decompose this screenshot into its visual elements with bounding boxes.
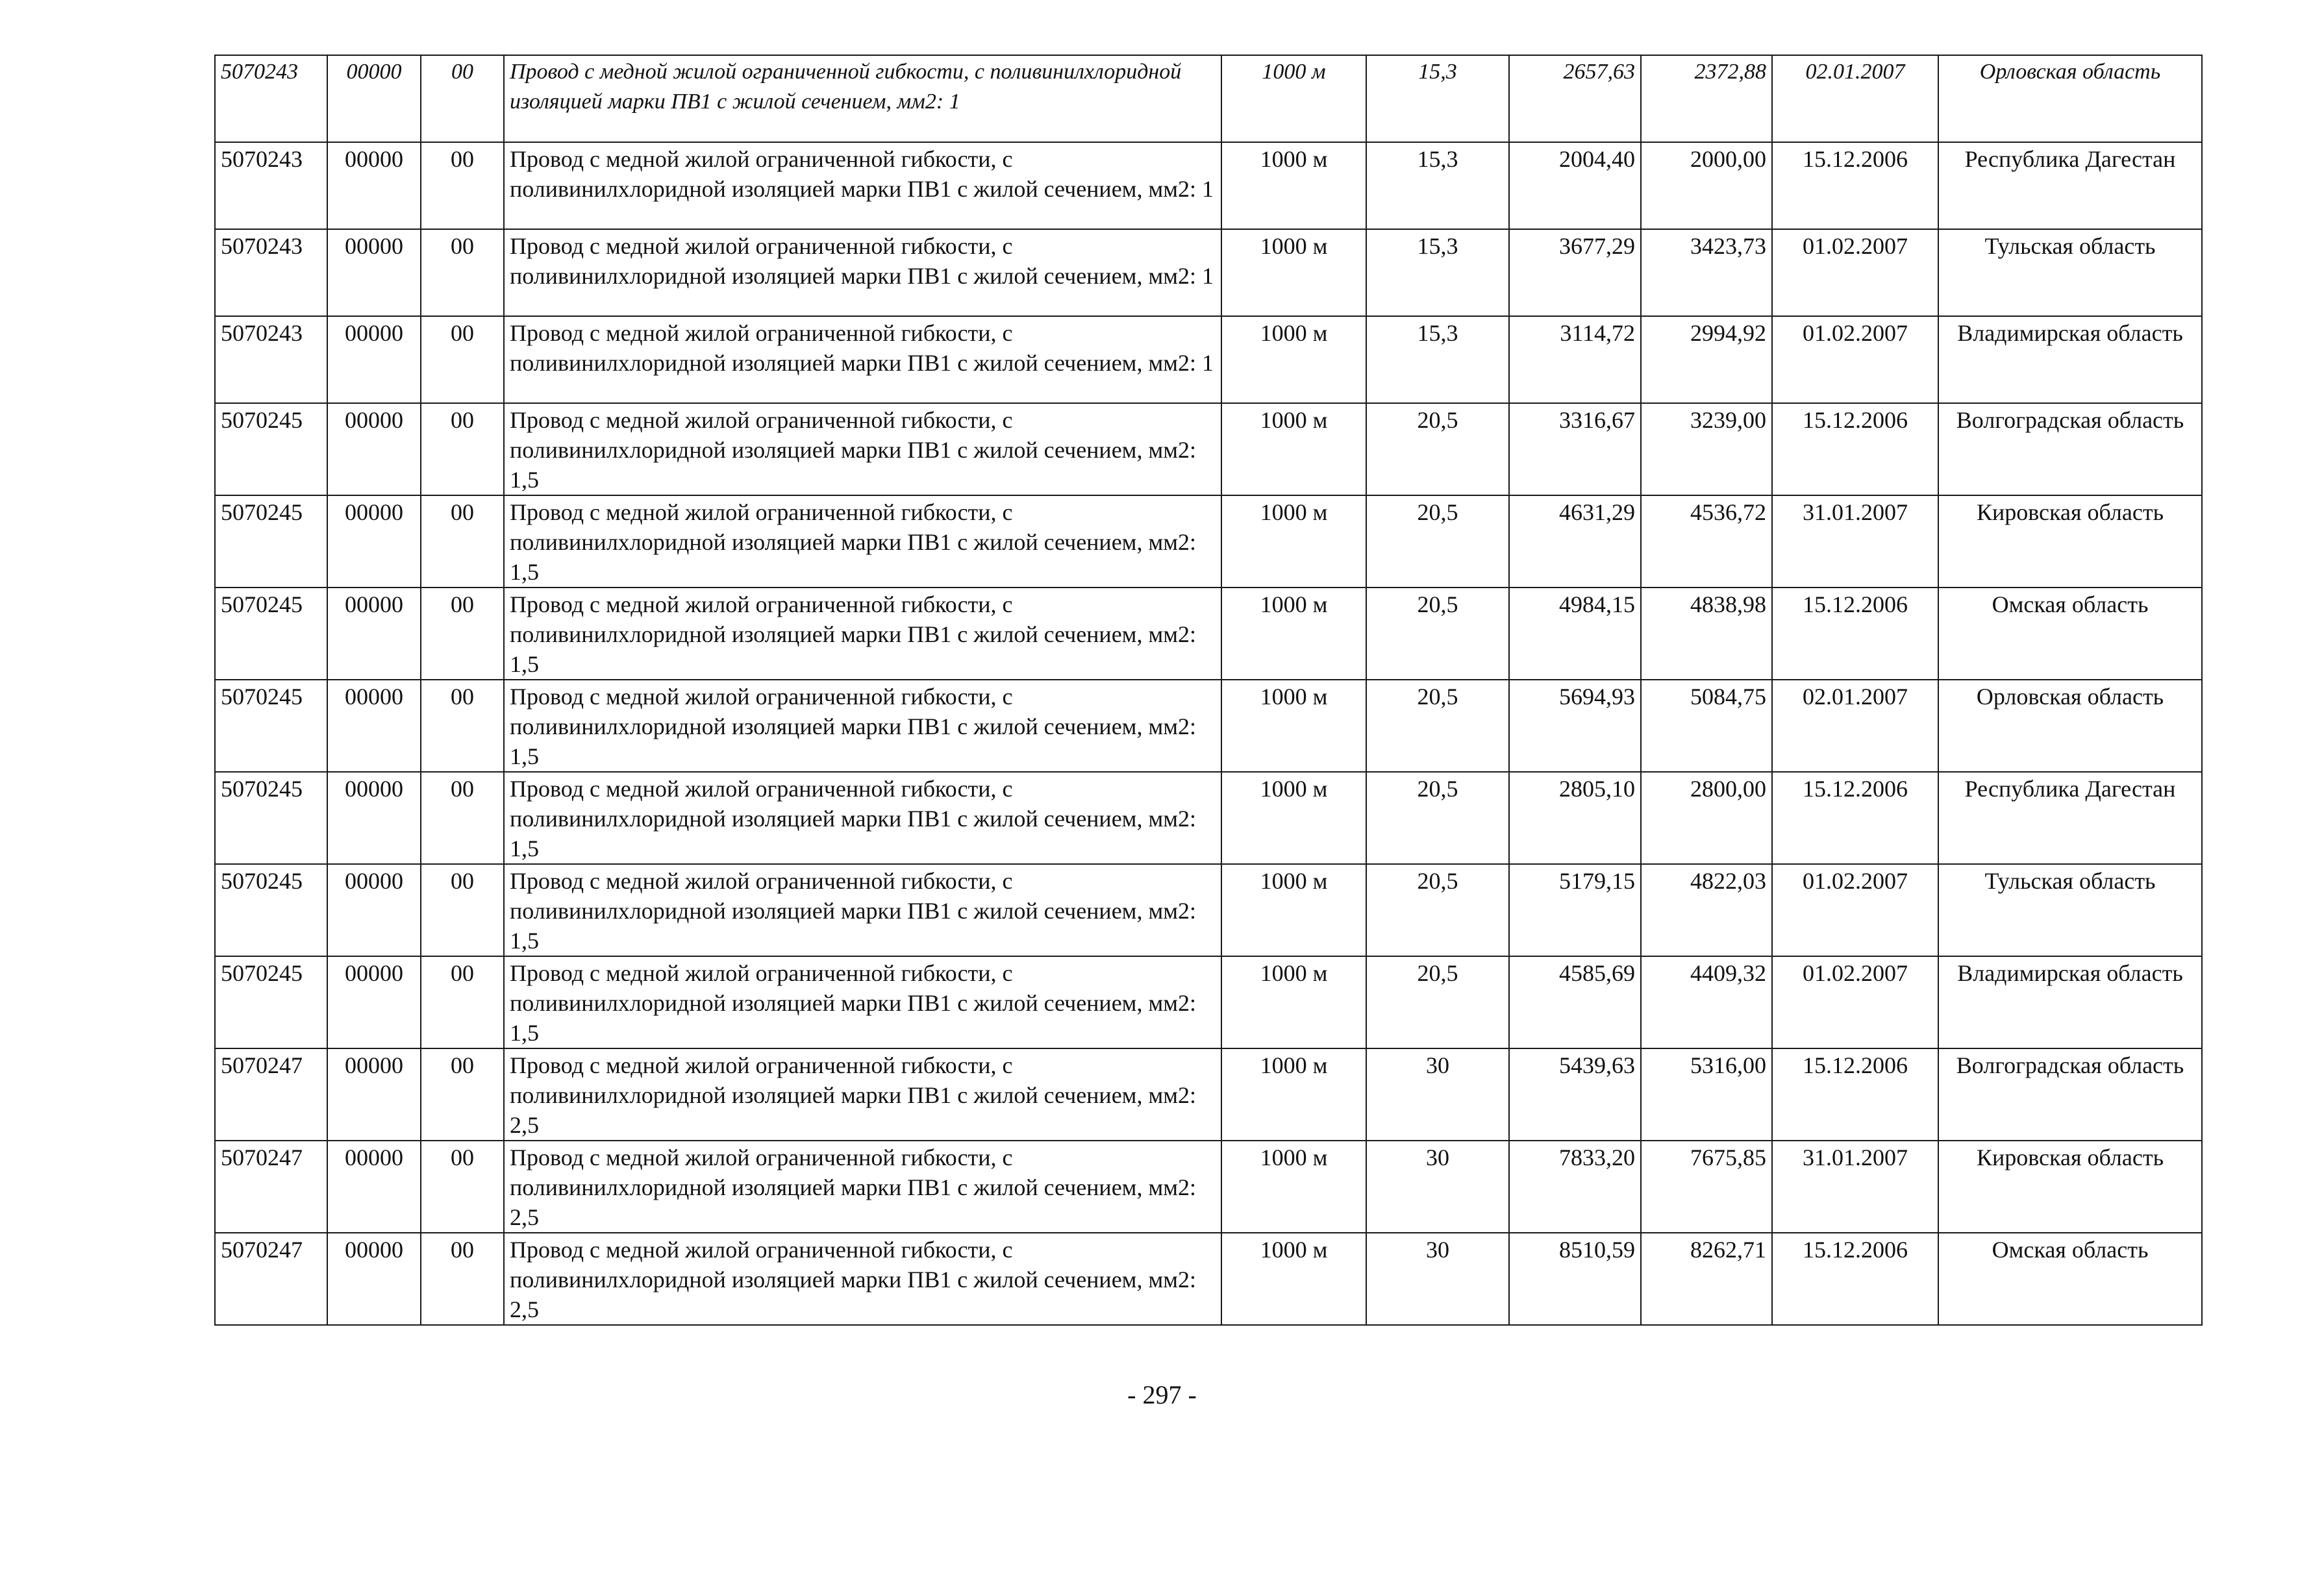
cell-quantity: 15,3 [1366, 316, 1509, 403]
cell-unit: 1000 м [1221, 403, 1366, 495]
cell-region: Тульская область [1938, 229, 2202, 316]
cell-code: 5070247 [215, 1141, 327, 1233]
cell-description: Провод с медной жилой ограниченной гибкости, с поливинилхлоридной изоляцией марки ПВ1 с жилой сечением, мм2: 1 [504, 229, 1221, 316]
cell-region: Республика Дагестан [1938, 142, 2202, 229]
cell-date: 31.01.2007 [1772, 1141, 1938, 1233]
cell-price-2: 2800,00 [1641, 772, 1772, 864]
cell-code: 5070245 [215, 680, 327, 772]
cell-suffix: 00 [421, 588, 504, 680]
cell-price-2: 2994,92 [1641, 316, 1772, 403]
cell-suffix: 00 [421, 1233, 504, 1325]
cell-region: Омская область [1938, 1233, 2202, 1325]
cell-region: Тульская область [1938, 864, 2202, 956]
cell-subcode: 00000 [327, 864, 421, 956]
cell-price-1: 3677,29 [1509, 229, 1641, 316]
cell-price-1: 3316,67 [1509, 403, 1641, 495]
cell-date: 01.02.2007 [1772, 864, 1938, 956]
cell-region: Омская область [1938, 588, 2202, 680]
cell-code: 5070245 [215, 772, 327, 864]
table-row [215, 680, 2202, 772]
cell-code: 5070245 [215, 403, 327, 495]
cell-subcode: 00000 [327, 403, 421, 495]
cell-date: 15.12.2006 [1772, 403, 1938, 495]
cell-unit: 1000 м [1221, 1048, 1366, 1141]
cell-code: 5070245 [215, 956, 327, 1048]
cell-subcode: 00000 [327, 229, 421, 316]
table-row [215, 403, 2202, 495]
cell-unit: 1000 м [1221, 1141, 1366, 1233]
cell-quantity: 20,5 [1366, 772, 1509, 864]
table-row [215, 495, 2202, 588]
table-row [215, 1048, 2202, 1141]
cell-code: 5070245 [215, 588, 327, 680]
cell-price-2: 2372,88 [1641, 55, 1772, 142]
cell-price-1: 8510,59 [1509, 1233, 1641, 1325]
cell-date: 31.01.2007 [1772, 495, 1938, 588]
cell-description: Провод с медной жилой ограниченной гибкости, с поливинилхлоридной изоляцией марки ПВ1 с жилой сечением, мм2: 1,5 [504, 772, 1221, 864]
cell-price-1: 4585,69 [1509, 956, 1641, 1048]
cell-subcode: 00000 [327, 1048, 421, 1141]
cell-subcode: 00000 [327, 495, 421, 588]
cell-region: Республика Дагестан [1938, 772, 2202, 864]
cell-price-2: 8262,71 [1641, 1233, 1772, 1325]
cell-price-2: 4838,98 [1641, 588, 1772, 680]
cell-unit: 1000 м [1221, 495, 1366, 588]
cell-unit: 1000 м [1221, 142, 1366, 229]
cell-description: Провод с медной жилой ограниченной гибкости, с поливинилхлоридной изоляцией марки ПВ1 с жилой сечением, мм2: 1,5 [504, 588, 1221, 680]
cell-code: 5070243 [215, 316, 327, 403]
cell-price-2: 4536,72 [1641, 495, 1772, 588]
cell-quantity: 20,5 [1366, 680, 1509, 772]
cell-suffix: 00 [421, 316, 504, 403]
cell-quantity: 20,5 [1366, 864, 1509, 956]
table-row [215, 1233, 2202, 1325]
cell-unit: 1000 м [1221, 772, 1366, 864]
cell-price-1: 2004,40 [1509, 142, 1641, 229]
cell-code: 5070245 [215, 864, 327, 956]
cell-date: 01.02.2007 [1772, 316, 1938, 403]
cell-code: 5070243 [215, 55, 327, 142]
cell-description: Провод с медной жилой ограниченной гибкости, с поливинилхлоридной изоляцией марки ПВ1 с жилой сечением, мм2: 1,5 [504, 403, 1221, 495]
cell-code: 5070243 [215, 142, 327, 229]
table-row [215, 229, 2202, 316]
cell-region: Владимирская область [1938, 956, 2202, 1048]
cell-suffix: 00 [421, 495, 504, 588]
cell-price-2: 4409,32 [1641, 956, 1772, 1048]
cell-region: Волгоградская область [1938, 403, 2202, 495]
cell-quantity: 20,5 [1366, 495, 1509, 588]
cell-region: Орловская область [1938, 680, 2202, 772]
cell-date: 02.01.2007 [1772, 55, 1938, 142]
cell-quantity: 30 [1366, 1048, 1509, 1141]
cell-price-1: 3114,72 [1509, 316, 1641, 403]
table-row [215, 142, 2202, 229]
cell-price-2: 4822,03 [1641, 864, 1772, 956]
cell-quantity: 15,3 [1366, 55, 1509, 142]
cell-description: Провод с медной жилой ограниченной гибкости, с поливинилхлоридной изоляцией марки ПВ1 с жилой сечением, мм2: 1 [504, 142, 1221, 229]
cell-price-1: 4631,29 [1509, 495, 1641, 588]
cell-unit: 1000 м [1221, 55, 1366, 142]
cell-region: Волгоградская область [1938, 1048, 2202, 1141]
table-body [215, 55, 2202, 1325]
cell-quantity: 30 [1366, 1141, 1509, 1233]
cell-price-1: 2805,10 [1509, 772, 1641, 864]
cell-suffix: 00 [421, 956, 504, 1048]
cell-description: Провод с медной жилой ограниченной гибкости, с поливинилхлоридной изоляцией марки ПВ1 с жилой сечением, мм2: 1 [504, 316, 1221, 403]
table-row [215, 1141, 2202, 1233]
cell-quantity: 20,5 [1366, 403, 1509, 495]
cell-suffix: 00 [421, 142, 504, 229]
cell-price-1: 5694,93 [1509, 680, 1641, 772]
cell-price-2: 3423,73 [1641, 229, 1772, 316]
cell-subcode: 00000 [327, 142, 421, 229]
cell-quantity: 15,3 [1366, 142, 1509, 229]
cell-unit: 1000 м [1221, 956, 1366, 1048]
cell-description: Провод с медной жилой ограниченной гибкости, с поливинилхлоридной изоляцией марки ПВ1 с жилой сечением, мм2: 2,5 [504, 1048, 1221, 1141]
cell-suffix: 00 [421, 55, 504, 142]
cell-date: 15.12.2006 [1772, 588, 1938, 680]
cell-date: 15.12.2006 [1772, 1048, 1938, 1141]
cell-price-2: 7675,85 [1641, 1141, 1772, 1233]
table-row [215, 864, 2202, 956]
cell-date: 15.12.2006 [1772, 142, 1938, 229]
page-number: - 297 - [1127, 1380, 1197, 1409]
table-row [215, 772, 2202, 864]
table-row [215, 55, 2202, 142]
cell-code: 5070245 [215, 495, 327, 588]
cell-quantity: 15,3 [1366, 229, 1509, 316]
cell-quantity: 20,5 [1366, 956, 1509, 1048]
cell-date: 02.01.2007 [1772, 680, 1938, 772]
cell-price-1: 2657,63 [1509, 55, 1641, 142]
cell-description: Провод с медной жилой ограниченной гибкости, с поливинилхлоридной изоляцией марки ПВ1 с жилой сечением, мм2: 1 [504, 55, 1221, 142]
cell-suffix: 00 [421, 229, 504, 316]
cell-price-1: 5439,63 [1509, 1048, 1641, 1141]
cell-description: Провод с медной жилой ограниченной гибкости, с поливинилхлоридной изоляцией марки ПВ1 с жилой сечением, мм2: 2,5 [504, 1233, 1221, 1325]
cell-subcode: 00000 [327, 1141, 421, 1233]
cell-price-1: 7833,20 [1509, 1141, 1641, 1233]
cell-price-1: 5179,15 [1509, 864, 1641, 956]
cell-subcode: 00000 [327, 956, 421, 1048]
cell-description: Провод с медной жилой ограниченной гибкости, с поливинилхлоридной изоляцией марки ПВ1 с жилой сечением, мм2: 1,5 [504, 864, 1221, 956]
cell-subcode: 00000 [327, 316, 421, 403]
cell-unit: 1000 м [1221, 864, 1366, 956]
cell-subcode: 00000 [327, 680, 421, 772]
cell-subcode: 00000 [327, 1233, 421, 1325]
cell-quantity: 30 [1366, 1233, 1509, 1325]
cell-date: 15.12.2006 [1772, 772, 1938, 864]
cell-region: Кировская область [1938, 495, 2202, 588]
cell-suffix: 00 [421, 1048, 504, 1141]
price-table [214, 55, 2203, 1326]
cell-code: 5070247 [215, 1233, 327, 1325]
cell-code: 5070247 [215, 1048, 327, 1141]
cell-unit: 1000 м [1221, 316, 1366, 403]
cell-region: Орловская область [1938, 55, 2202, 142]
cell-subcode: 00000 [327, 55, 421, 142]
cell-suffix: 00 [421, 772, 504, 864]
cell-suffix: 00 [421, 1141, 504, 1233]
cell-description: Провод с медной жилой ограниченной гибкости, с поливинилхлоридной изоляцией марки ПВ1 с жилой сечением, мм2: 1,5 [504, 680, 1221, 772]
cell-description: Провод с медной жилой ограниченной гибкости, с поливинилхлоридной изоляцией марки ПВ1 с жилой сечением, мм2: 2,5 [504, 1141, 1221, 1233]
cell-date: 15.12.2006 [1772, 1233, 1938, 1325]
table-row [215, 956, 2202, 1048]
cell-suffix: 00 [421, 680, 504, 772]
cell-date: 01.02.2007 [1772, 956, 1938, 1048]
cell-unit: 1000 м [1221, 1233, 1366, 1325]
cell-region: Кировская область [1938, 1141, 2202, 1233]
cell-quantity: 20,5 [1366, 588, 1509, 680]
cell-unit: 1000 м [1221, 588, 1366, 680]
cell-subcode: 00000 [327, 588, 421, 680]
cell-price-2: 3239,00 [1641, 403, 1772, 495]
cell-unit: 1000 м [1221, 229, 1366, 316]
cell-price-2: 5316,00 [1641, 1048, 1772, 1141]
cell-description: Провод с медной жилой ограниченной гибкости, с поливинилхлоридной изоляцией марки ПВ1 с жилой сечением, мм2: 1,5 [504, 956, 1221, 1048]
cell-price-2: 2000,00 [1641, 142, 1772, 229]
cell-code: 5070243 [215, 229, 327, 316]
table-row [215, 316, 2202, 403]
cell-date: 01.02.2007 [1772, 229, 1938, 316]
cell-suffix: 00 [421, 403, 504, 495]
table-row [215, 588, 2202, 680]
cell-price-2: 5084,75 [1641, 680, 1772, 772]
cell-unit: 1000 м [1221, 680, 1366, 772]
cell-subcode: 00000 [327, 772, 421, 864]
cell-suffix: 00 [421, 864, 504, 956]
cell-price-1: 4984,15 [1509, 588, 1641, 680]
cell-region: Владимирская область [1938, 316, 2202, 403]
cell-description: Провод с медной жилой ограниченной гибкости, с поливинилхлоридной изоляцией марки ПВ1 с жилой сечением, мм2: 1,5 [504, 495, 1221, 588]
